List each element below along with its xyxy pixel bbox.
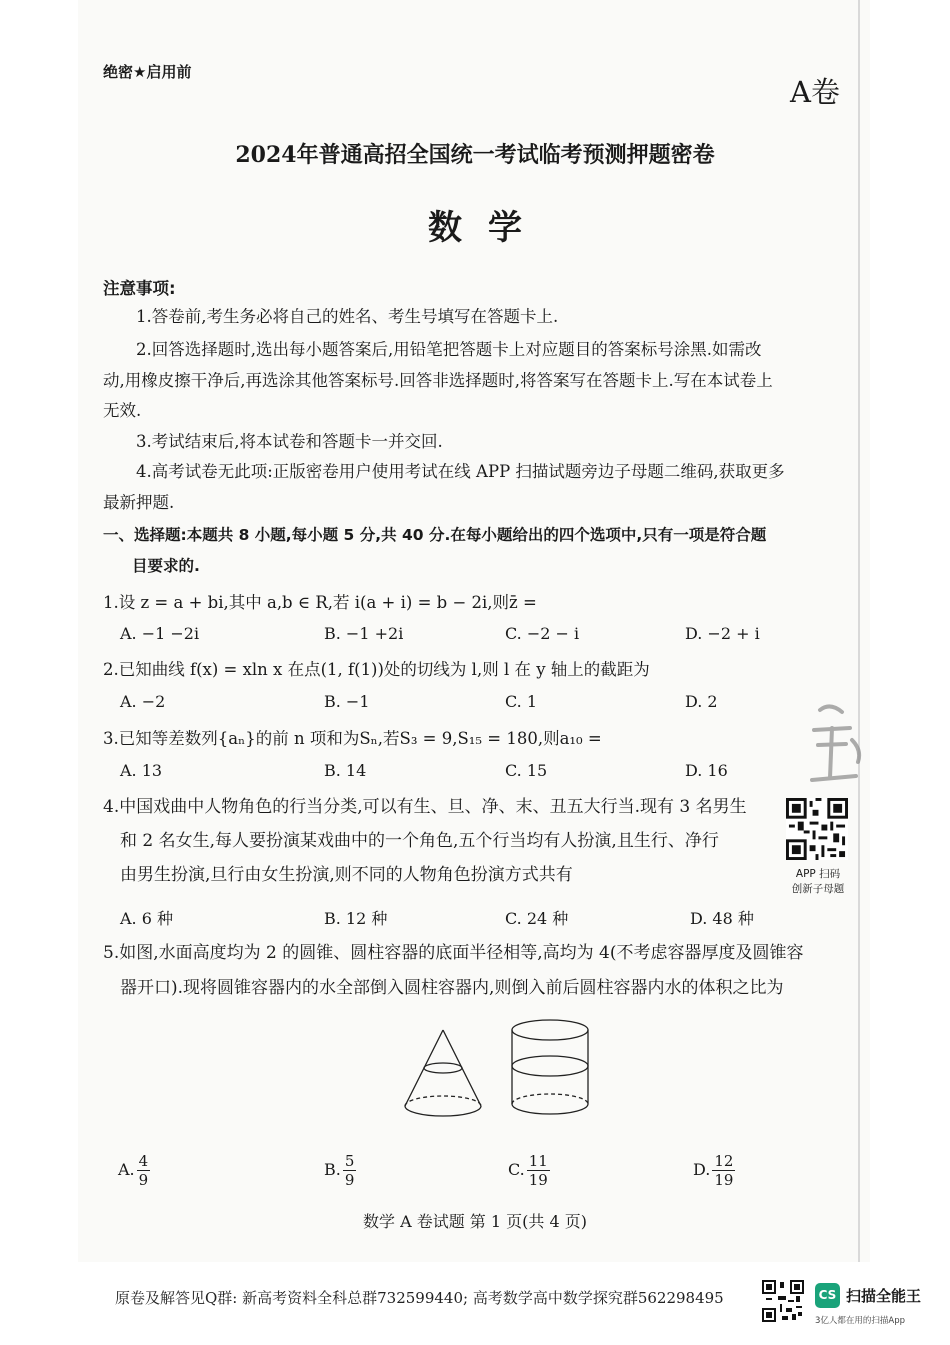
q5-option-d: D. $\frac{12}{19}$ [693,1152,734,1189]
question-4-line: 和 2 名女生,每人要扮演某戏曲中的一个角色,五个行当均有人扮演,且生行、净行 [120,831,719,851]
q1-option-a: A. −1 −2i [120,624,200,643]
question-5-line: 5.如图,水面高度均为 2 的圆锥、圆柱容器的底面半径相等,高均为 4(不考虑容器厚度及圆锥容 [103,943,804,963]
q4-option-b: B. 12 种 [324,909,388,928]
cone-base-back [405,1096,481,1106]
notice-item: 动,用橡皮擦干净后,再选涂其他答案标号.回答非选择题时,将答案写在答题卡上.写在本试卷上 [103,371,773,390]
qr-label-line1: APP 扫码 [795,868,841,880]
q3-option-d: D. 16 [685,761,728,780]
exam-title: 2024年普通高招全国统一考试临考预测押题密卷 [235,142,715,168]
section-heading-cont: 目要求的. [132,557,200,575]
q5-option-c: C. $\frac{11}{19}$ [508,1152,548,1189]
q4-option-d: D. 48 种 [690,909,754,928]
cone-water-back [424,1063,462,1068]
cylinder-base-back [512,1094,588,1104]
q2-option-c: C. 1 [505,692,538,711]
q3-option-a: A. 13 [120,761,163,780]
notice-item: 无效. [103,401,142,420]
q1-option-b: B. −1 +2i [324,624,404,643]
camscanner-qr-icon[interactable] [762,1280,804,1322]
cylinder-water-front [512,1066,588,1076]
q2-option-d: D. 2 [685,692,718,711]
camscanner-app-name: 扫描全能王 [846,1287,922,1305]
q3-option-b: B. 14 [324,761,367,780]
q4-option-a: A. 6 种 [120,909,173,928]
q1-option-c: C. −2 − i [505,624,580,643]
notice-item: 2.回答选择题时,选出每小题答案后,用铅笔把答题卡上对应题目的答案标号涂黑.如需改 [136,340,762,359]
q5-option-a: A. $\frac{4}{9}$ [118,1152,149,1189]
question-3-stem: 3.已知等差数列{aₙ}的前 n 项和为Sₙ,若S₃ = 9,S₁₅ = 180,则a₁₀ = [103,729,602,748]
confidential-label: 绝密★启用前 [103,63,192,81]
question-4-line: 4.中国戏曲中人物角色的行当分类,可以有生、旦、净、末、丑五大行当.现有 3 名男生 [103,797,747,817]
notice-item: 3.考试结束后,将本试卷和答题卡一并交回. [136,432,443,451]
question-1-stem: 1.设 z = a + bi,其中 a,b ∈ R,若 i(a + i) = b − 2i,则z̄ = [103,593,537,612]
cylinder-water-back [512,1056,588,1066]
page-footer: 数学 A 卷试题 第 1 页(共 4 页) [362,1212,587,1231]
qr-code-icon[interactable] [786,798,848,860]
stamp-watermark-icon [800,700,870,795]
group-info-text: 原卷及解答见Q群: 新高考资料全科总群732599440; 高考数学高中数学探究群562298495 [115,1289,724,1307]
notice-item: 最新押题. [103,493,175,512]
paper-edge [858,0,860,1262]
cylinder-base-front [512,1104,588,1114]
question-5-line: 器开口).现将圆锥容器内的水全部倒入圆柱容器内,则倒入前后圆柱容器内水的体积之比为 [120,978,784,998]
question-4-line: 由男生扮演,旦行由女生扮演,则不同的人物角色扮演方式共有 [120,865,573,885]
q5-option-b: B. $\frac{5}{9}$ [324,1152,355,1189]
q3-option-c: C. 15 [505,761,548,780]
subject-title: 数学 [428,208,548,248]
q4-option-c: C. 24 种 [505,909,569,928]
notice-item: 1.答卷前,考生务必将自己的姓名、考生号填写在答题卡上. [136,307,559,326]
q2-option-b: B. −1 [324,692,370,711]
notice-heading: 注意事项: [103,279,176,298]
camscanner-slogan: 3亿人都在用的扫描App [815,1316,906,1326]
cylinder-top [512,1020,588,1040]
notice-item: 4.高考试卷无此项:正版密卷用户使用考试在线 APP 扫描试题旁边子母题二维码,获取更多 [136,462,785,481]
camscanner-logo-icon[interactable]: CS [815,1283,840,1308]
q1-option-d: D. −2 + i [685,624,760,643]
q2-option-a: A. −2 [120,692,166,711]
cone-base-front [405,1106,481,1116]
question-2-stem: 2.已知曲线 f(x) = xln x 在点(1, f(1))处的切线为 l,则 l 在 y 轴上的截距为 [103,660,650,679]
section-heading: 一、选择题:本题共 8 小题,每小题 5 分,共 40 分.在每小题给出的四个选项中,只有一项是符合题 [103,526,767,544]
cone-cylinder-figure [395,1018,605,1128]
cone-water-front [424,1068,462,1073]
paper-type-label: A卷 [790,75,840,109]
qr-label-line2: 创新子母题 [791,883,845,895]
